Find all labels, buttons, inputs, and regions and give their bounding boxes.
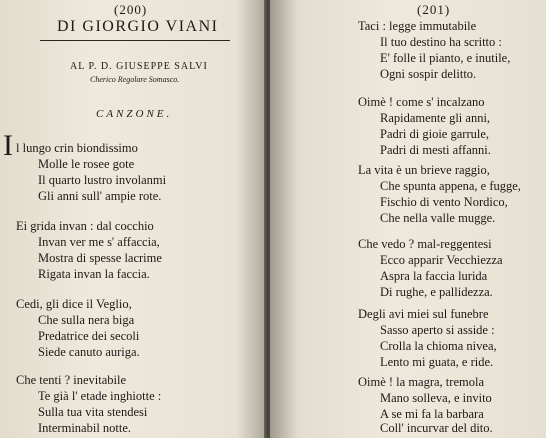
left-page-number: (200) (114, 2, 148, 17)
verse-line: Rigata invan la faccia. (38, 267, 150, 281)
drop-cap: I (3, 129, 13, 162)
verse-line: l lungo crin biondissimo (16, 141, 138, 155)
poem-title: DI GIORGIO VIANI (57, 18, 219, 35)
verse-line: Lento mi guata, e ride. (380, 355, 494, 369)
verse-line: Aspra la faccia lurida (380, 269, 488, 283)
verse-line: Il tuo destino ha scritto : (380, 35, 502, 49)
verse-line: Crolla la chioma nivea, (380, 339, 497, 353)
verse-line: Siede canuto auriga. (38, 345, 140, 359)
verse-line: Che vedo ? mal-reggentesi (358, 237, 492, 251)
verse-line: Interminabil notte. (38, 421, 132, 435)
verse-line: Che tenti ? inevitabile (16, 373, 127, 387)
verse-line: Gli anni sull' ampie rote. (38, 189, 162, 203)
right-page (270, 0, 546, 438)
dedication: AL P. D. GIUSEPPE SALVI (70, 61, 208, 72)
verse-line: Sulla tua vita stendesi (38, 405, 148, 419)
verse-line: Invan ver me s' affaccia, (38, 235, 160, 249)
verse-line: La vita è un brieve raggio, (358, 163, 490, 177)
verse-line: Il quarto lustro involanmi (38, 173, 167, 187)
verse-line: Molle le rosee gote (38, 157, 135, 171)
dedication-subtitle: Cherico Regolare Somasco. (90, 75, 180, 84)
verse-line: Che nella valle mugge. (380, 211, 496, 225)
left-page (0, 0, 268, 438)
verse-line: Predatrice dei secoli (38, 329, 140, 343)
verse-line: Coll' incurvar del dito. (380, 421, 493, 435)
verse-line: Ecco apparir Vecchiezza (380, 253, 503, 267)
verse-line: Padri di gioie garrule, (380, 127, 489, 141)
verse-line: Ei grida invan : dal cocchio (16, 219, 154, 233)
verse-line: Te già l' etade inghiotte : (38, 389, 162, 403)
verse-line: A se mi fa la barbara (380, 407, 484, 421)
verse-line: Di rughe, e pallidezza. (380, 285, 493, 299)
verse-line: Fischio di vento Nordico, (380, 195, 508, 209)
verse-line: Che spunta appena, e fugge, (380, 179, 521, 193)
genre-heading: CANZONE. (96, 108, 173, 120)
verse-line: Sasso aperto si asside : (380, 323, 495, 337)
verse-line: Cedi, gli dice il Veglio, (16, 297, 132, 311)
verse-line: Oimè ! la magra, tremola (358, 375, 484, 389)
verse-line: Taci : legge immutabile (358, 19, 477, 33)
verse-line: Degli avi miei sul funebre (358, 307, 489, 321)
verse-line: Oimè ! come s' incalzano (358, 95, 485, 109)
verse-line: Mano solleva, e invito (380, 391, 492, 405)
verse-line: Rapidamente gli anni, (380, 111, 491, 125)
verse-line: E' folle il pianto, e inutile, (380, 51, 511, 65)
verse-line: Mostra di spesse lacrime (38, 251, 162, 265)
title-rule (40, 40, 230, 41)
verse-line: Che sulla nera biga (38, 313, 135, 327)
right-page-number: (201) (417, 2, 451, 17)
verse-line: Padri di mesti affanni. (380, 143, 491, 157)
verse-line: Ogni sospir delitto. (380, 67, 477, 81)
